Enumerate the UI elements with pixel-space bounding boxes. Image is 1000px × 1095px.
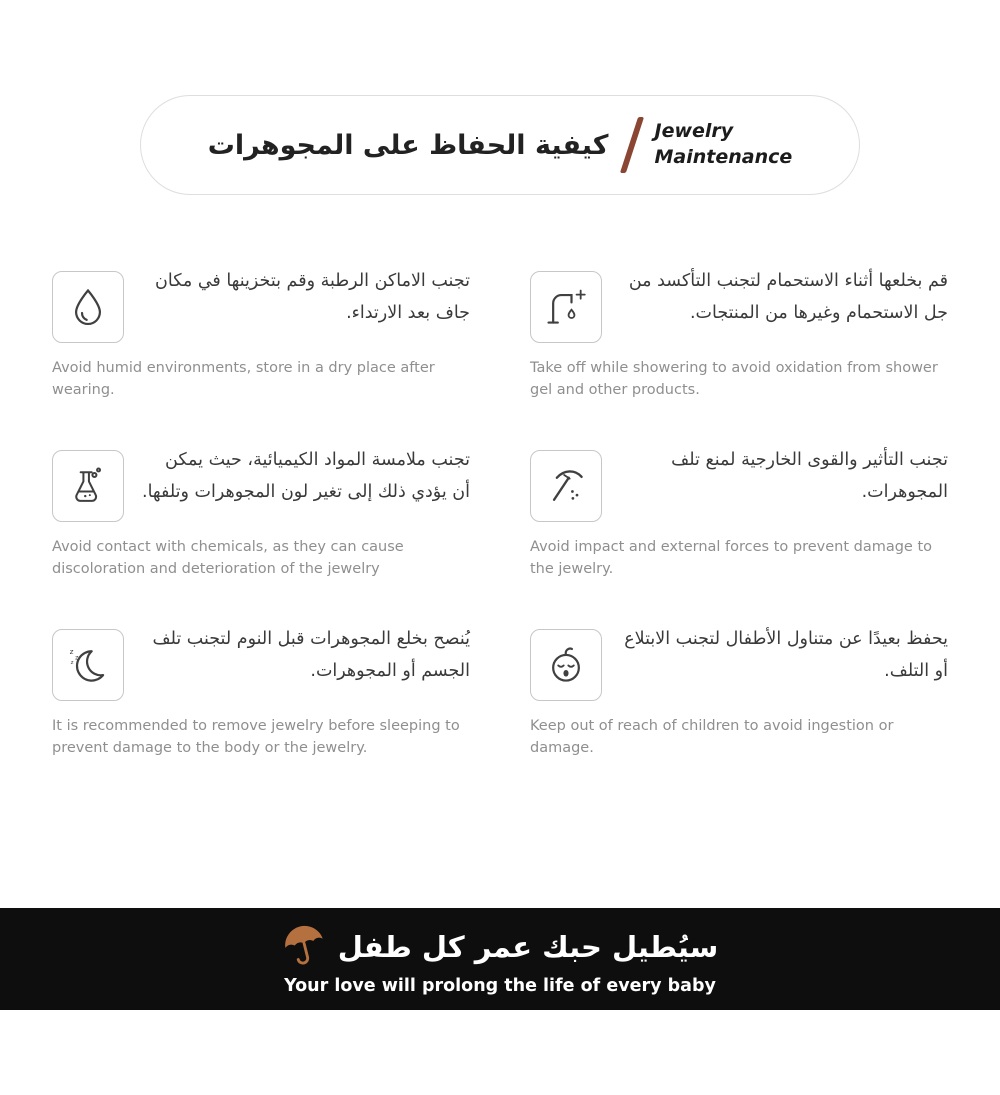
svg-text:z: z: [69, 646, 74, 656]
section-english-text: Take off while showering to avoid oxidation from shower gel and other products.: [530, 360, 938, 399]
footer-slogan-english: Your love will prolong the life of every baby: [284, 976, 716, 996]
pickaxe-icon: [530, 450, 602, 522]
section-arabic-text: قم بخلعها أثناء الاستحمام لتجنب التأكسد من جل الاستحمام وغيرها من المنتجات.: [628, 271, 948, 324]
section-english-text: Avoid impact and external forces to prevent damage to the jewelry.: [530, 538, 933, 578]
sleeping-moon-icon: [52, 629, 124, 701]
section-arabic-text: يحفظ بعيدًا عن متناول الأطفال لتجنب الابتلاع أو التلف.: [624, 628, 948, 682]
section-showering: [530, 271, 948, 402]
section-english-text: Avoid humid environments, store in a dry place after wearing.: [52, 360, 435, 399]
section-english-text: Keep out of reach of children to avoid ingestion or damage.: [530, 717, 894, 757]
section-arabic-text: يُنصح بخلع المجوهرات قبل النوم لتجنب تلف الجسم أو المجوهرات.: [152, 628, 470, 682]
section-sleeping: [52, 629, 470, 760]
section-impact: [530, 450, 948, 581]
baby-icon: [530, 629, 602, 701]
section-arabic-text: تجنب ملامسة المواد الكيميائية، حيث يمكن أن يؤدي ذلك إلى تغير لون المجوهرات وتلفها.: [142, 449, 470, 503]
care-instructions-grid: [0, 271, 1000, 760]
page-title-english-line1: Jewelry: [654, 120, 734, 143]
section-english-text: It is recommended to remove jewelry before sleeping to prevent damage to the body or the jewelry.: [52, 717, 460, 757]
chemical-flask-icon: [52, 450, 124, 522]
svg-text:z: z: [70, 659, 74, 666]
footer-slogan-arabic: سيُطيل حبك عمر كل طفل: [337, 930, 719, 964]
section-arabic-text: تجنب التأثير والقوى الخارجية لمنع تلف المجوهرات.: [671, 449, 948, 503]
slash-divider: [619, 117, 643, 173]
section-humidity: [52, 271, 470, 402]
header-banner: [140, 95, 860, 195]
section-chemicals: [52, 450, 470, 581]
section-arabic-text: تجنب الاماكن الرطبة وقم بتخزينها في مكان جاف بعد الارتداء.: [155, 271, 470, 324]
shower-faucet-icon: [530, 271, 602, 343]
water-drop-icon: [52, 271, 124, 343]
section-children: [530, 629, 948, 760]
page-title-english: [655, 119, 793, 170]
page-title-english-line2: Maintenance: [654, 146, 793, 168]
footer-banner: [0, 908, 1000, 1010]
section-english-text: Avoid contact with chemicals, as they can cause discoloration and deterioration of the jewelry: [52, 538, 404, 578]
svg-text:z: z: [75, 653, 79, 662]
umbrella-icon: [276, 917, 333, 977]
page-title-arabic: كيفية الحفاظ على المجوهرات: [207, 129, 609, 161]
